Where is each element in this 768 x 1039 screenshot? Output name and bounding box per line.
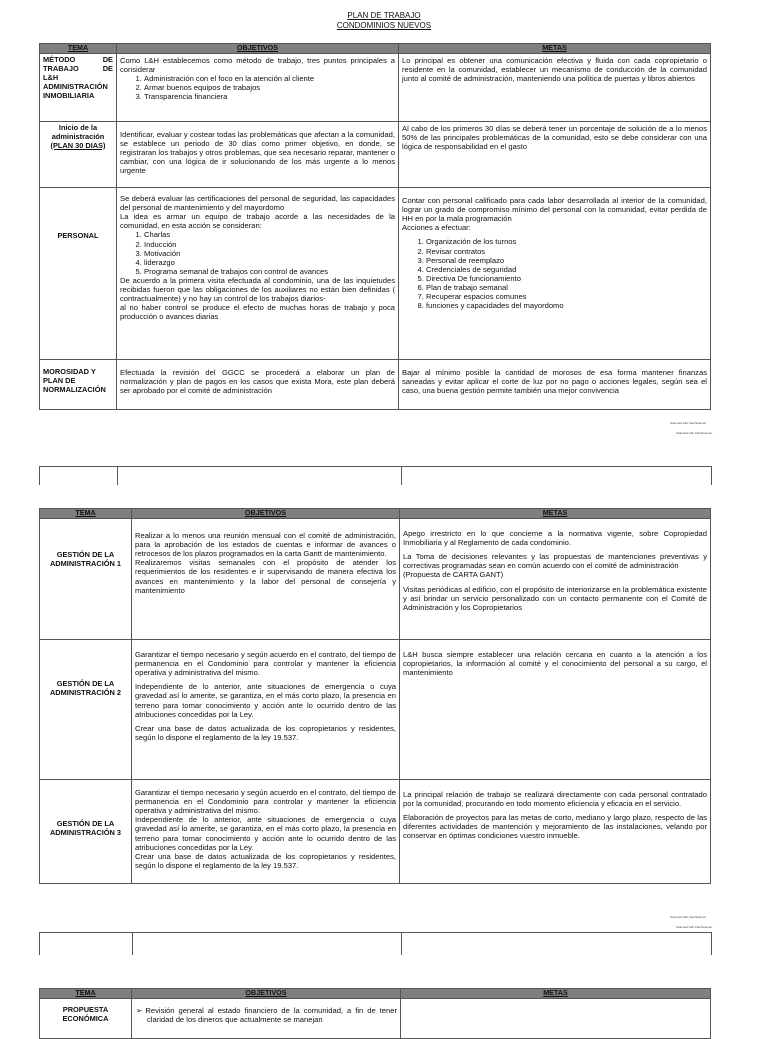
tema-gestion-2: GESTIÓN DE LA ADMINISTRACIÓN 2 [40, 640, 132, 780]
tema-gestion-3: GESTIÓN DE LA ADMINISTRACIÓN 3 [40, 780, 132, 884]
objetivos-personal: Se deberá evaluar las certificaciones del personal de seguridad, las capacidades del personal de mantenimiento y del mayordomo La idea es armar un equipo de trabajo acorde a las necesidades de la comunidad, en esta acción se consideran: 1. Charlas 2. Inducción 3. Motivación 4. liderazgo 5. Programa semanal de trabajos con control de avances De acuerdo a la primera visita efectuada al condominio, una de las inquietudes recibidas fueron que las obligaciones de los auxiliares no están bien definidas ( contractualmente) y no hay un control de los trabajos diarios- al no haber control se produce el efecto de muchas horas de trabajo y poca producción o avances diarias [117, 188, 399, 360]
tema-propuesta: PROPUESTA ECONÓMICA [40, 999, 132, 1039]
tema-morosidad: MOROSIDAD Y PLAN DE NORMALIZACIÓN [40, 360, 117, 410]
table-row-inicio [40, 122, 711, 188]
tema-personal: PERSONAL [40, 188, 117, 360]
list-item: 3. Motivación [144, 249, 395, 258]
list-item: 5. Programa semanal de trabajos con control de avances [144, 267, 395, 276]
propuesta-list [135, 1006, 397, 1024]
table-header-row [40, 989, 711, 999]
scanner-note: Scanned with CamScanner [670, 915, 707, 919]
col-header-objetivos: OBJETIVOS [117, 44, 399, 54]
objetivos-inicio: Identificar, evaluar y costear todas las problemáticas que afectan a la comunidad, se establece un periodo de 30 días como primer objetivo, en donde, se registraran los trabajos y otros problemas, que sea necesario reparar, mantener o cambiar, con una lógica de ir solucionando de los más urgente a lo menos urgente [117, 122, 399, 188]
list-item: 8. funciones y capacidades del mayordomo [426, 301, 707, 310]
list-item: 2. Inducción [144, 240, 395, 249]
list-item: ➢ Revisión general al estado financiero de la comunidad, a fin de tener claridad de los dineros que actualmente se manejan [147, 1006, 397, 1024]
tema-gestion-1: GESTIÓN DE LA ADMINISTRACIÓN 1 [40, 519, 132, 640]
list-item: 3. Personal de reemplazo [426, 256, 707, 265]
metas-gestion-3: La principal relación de trabajo se realizará directamente con cada personal contratado por la comunidad, procurando en todo momento eficiencia y eficacia en el servicio. Elaboración de proyectos para las metas de corto, mediano y largo plazo, respecto de las diferentes actividades de mantención y mejoramiento de las instalaciones, velando por conservar en óptimas condiciones vuestro inmueble. [400, 780, 711, 884]
col-header-tema: TEMA [40, 509, 132, 519]
list-item: 6. Plan de trabajo semanal [426, 283, 707, 292]
table-row-morosidad [40, 360, 711, 410]
objetivos-morosidad: Efectuada la revisión del GGCC se procederá a elaborar un plan de normalización y plan de pagos en los casos que exista Mora, este plan deberá ser aprobado por el comité de administración [117, 360, 399, 410]
list-item: 4. liderazgo [144, 258, 395, 267]
table-row-personal [40, 188, 711, 360]
document-subtitle: CONDOMINIOS NUEVOS [336, 21, 432, 30]
table-row-gestion-3 [40, 780, 711, 884]
metas-propuesta [401, 999, 711, 1039]
metodo-list [120, 74, 395, 101]
col-header-tema: TEMA [40, 44, 117, 54]
objetivos-propuesta [132, 999, 401, 1039]
table-header-row [40, 509, 711, 519]
tema-inicio: Inicio de la administración (PLAN 30 DIAS) [40, 122, 117, 188]
col-header-tema: TEMA [40, 989, 132, 999]
table-row-gestion-2 [40, 640, 711, 780]
objetivos-gestion-1: Realizar a lo menos una reunión mensual con el comité de administración, para la aprobación de los estados de cuentas e informar de avances o retrocesos de los plazos programados en la carta Gantt de mantenimiento. Realizaremos visitas semanales con el propósito de atender los requerimientos de los residentes e ir supervisando de manera efectiva los avances en mantenimiento y la labor del personal de consejería y mantenimiento [132, 519, 400, 640]
document-title: PLAN DE TRABAJO [347, 11, 421, 20]
plan-table-3 [39, 988, 711, 1039]
list-item: 2. Armar buenos equipos de trabajos [144, 83, 395, 92]
objetivos-gestion-3: Garantizar el tiempo necesario y según acuerdo en el contrato, del tiempo de permanencia en el Condominio para controlar y mantener la eficiencia operativa y administrativa del mismo. Independiente de lo anterior, ante situaciones de emergencia o cuya gravedad así lo amerite, se garantiza, en el más corto plazo, la presencia en terreno para tomar conocimiento y acción ante lo ocurrido dentro de las atribuciones concedidas por la Ley. Crear una base de datos actualizada de los copropietarios y residentes, según lo dispone el reglamento de la ley 19.537. [132, 780, 400, 884]
page-fragment [39, 466, 712, 485]
scanner-note: Scanned with CamScanner [676, 431, 713, 435]
scanner-note: Scanned with CamScanner [676, 925, 713, 929]
col-header-metas: METAS [399, 44, 711, 54]
list-item: 1. Charlas [144, 230, 395, 239]
metas-actions-list [402, 237, 707, 310]
objetivos-gestion-2: Garantizar el tiempo necesario y según acuerdo en el contrato, del tiempo de permanencia en el Condominio para controlar y mantener la eficiencia operativa y administrativa del mismo. Independiente de lo anterior, ante situaciones de emergencia o cuya gravedad así lo amerite, se garantiza, en el más corto plazo, la presencia en terreno para tomar conocimiento y acción ante lo ocurrido dentro de las atribuciones concedidas por la Ley. Crear una base de datos actualizada de los copropietarios y residentes, según lo dispone el reglamento de la ley 19.537. [132, 640, 400, 780]
list-item: 3. Transparencia financiera [144, 92, 395, 101]
list-item: 1. Organización de los turnos [426, 237, 707, 246]
table-row-metodo [40, 54, 711, 122]
metas-personal: Contar con personal calificado para cada labor desarrollada al interior de la comunidad, lograr un grado de compromiso mínimo del personal con la comunidad, evitar perdida de HH en por la mala programación Acciones a efectuar: 1. Organización de los turnos 2. Revisar contratos 3. Personal de reemplazo 4. Credenciales de seguridad 5. Directiva De funcionamiento 6. Plan de trabajo semanal 7. Recuperar espacios comunes 8. funciones y capacidades del mayordomo [399, 188, 711, 360]
scanner-note: Scanned with CamScanner [670, 421, 707, 425]
table-row-propuesta [40, 999, 711, 1039]
list-item: 7. Recuperar espacios comunes [426, 292, 707, 301]
col-header-metas: METAS [401, 989, 711, 999]
objetivos-metodo: Como L&H establecemos como método de trabajo, tres puntos principales a considerar 1. Administración con el foco en la atención al cliente 2. Armar buenos equipos de trabajos 3. Transparencia financiera [117, 54, 399, 122]
list-item: 4. Credenciales de seguridad [426, 265, 707, 274]
table-header-row [40, 44, 711, 54]
plan-table-1 [39, 43, 711, 410]
list-item: 2. Revisar contratos [426, 247, 707, 256]
table-row-gestion-1 [40, 519, 711, 640]
metas-gestion-2: L&H busca siempre establecer una relación cercana en cuanto a la atención a los copropietarios, la información al comité y el conocimiento del personal a su cargo, el mantenimiento [400, 640, 711, 780]
plan-table-2 [39, 508, 711, 884]
list-item: 5. Directiva De funcionamiento [426, 274, 707, 283]
col-header-objetivos: OBJETIVOS [132, 509, 400, 519]
tema-metodo: MÉTODO DE TRABAJO DE L&H ADMINISTRACIÓN INMOBILIARIA [40, 54, 117, 122]
metas-morosidad: Bajar al mínimo posible la cantidad de morosos de esa forma mantener finanzas saneadas y evitar aplicar el corte de luz por no pago o acciones legales, según sea el caso, una buena gestión permite también una mejor convivencia [399, 360, 711, 410]
col-header-objetivos: OBJETIVOS [132, 989, 401, 999]
metas-metodo: Lo principal es obtener una comunicación efectiva y fluida con cada copropietario o residente en la comunidad, establecer un mecanismo de conducción de la comunidad junto al comité de administración, manteniendo una política de puertas y libros abiertos [399, 54, 711, 122]
personal-actions-list [120, 230, 395, 276]
col-header-metas: METAS [400, 509, 711, 519]
page-fragment [39, 932, 712, 955]
metas-gestion-1: Apego irrestricto en lo que concierne a la normativa vigente, sobre Copropiedad Inmobiliaria y al Reglamento de cada condominio. La Toma de decisiones relevantes y las propuestas de mantenciones preventivas y correctivas programadas sean en común acuerdo con el comité de administración (Propuesta de CARTA GANT) Visitas periódicas al edificio, con el propósito de interiorizarse en la problemática existente y así brindar un servicio personalizado con un contacto permanente con el Comité de Administración y los Copropietarios [400, 519, 711, 640]
list-item: 1. Administración con el foco en la atención al cliente [144, 74, 395, 83]
metas-inicio: Al cabo de los primeros 30 días se deberá tener un porcentaje de solución de a lo menos 50% de las principales problemáticas de la comunidad, esto se debe considerar con una lógica de responsabilidad en el gasto [399, 122, 711, 188]
